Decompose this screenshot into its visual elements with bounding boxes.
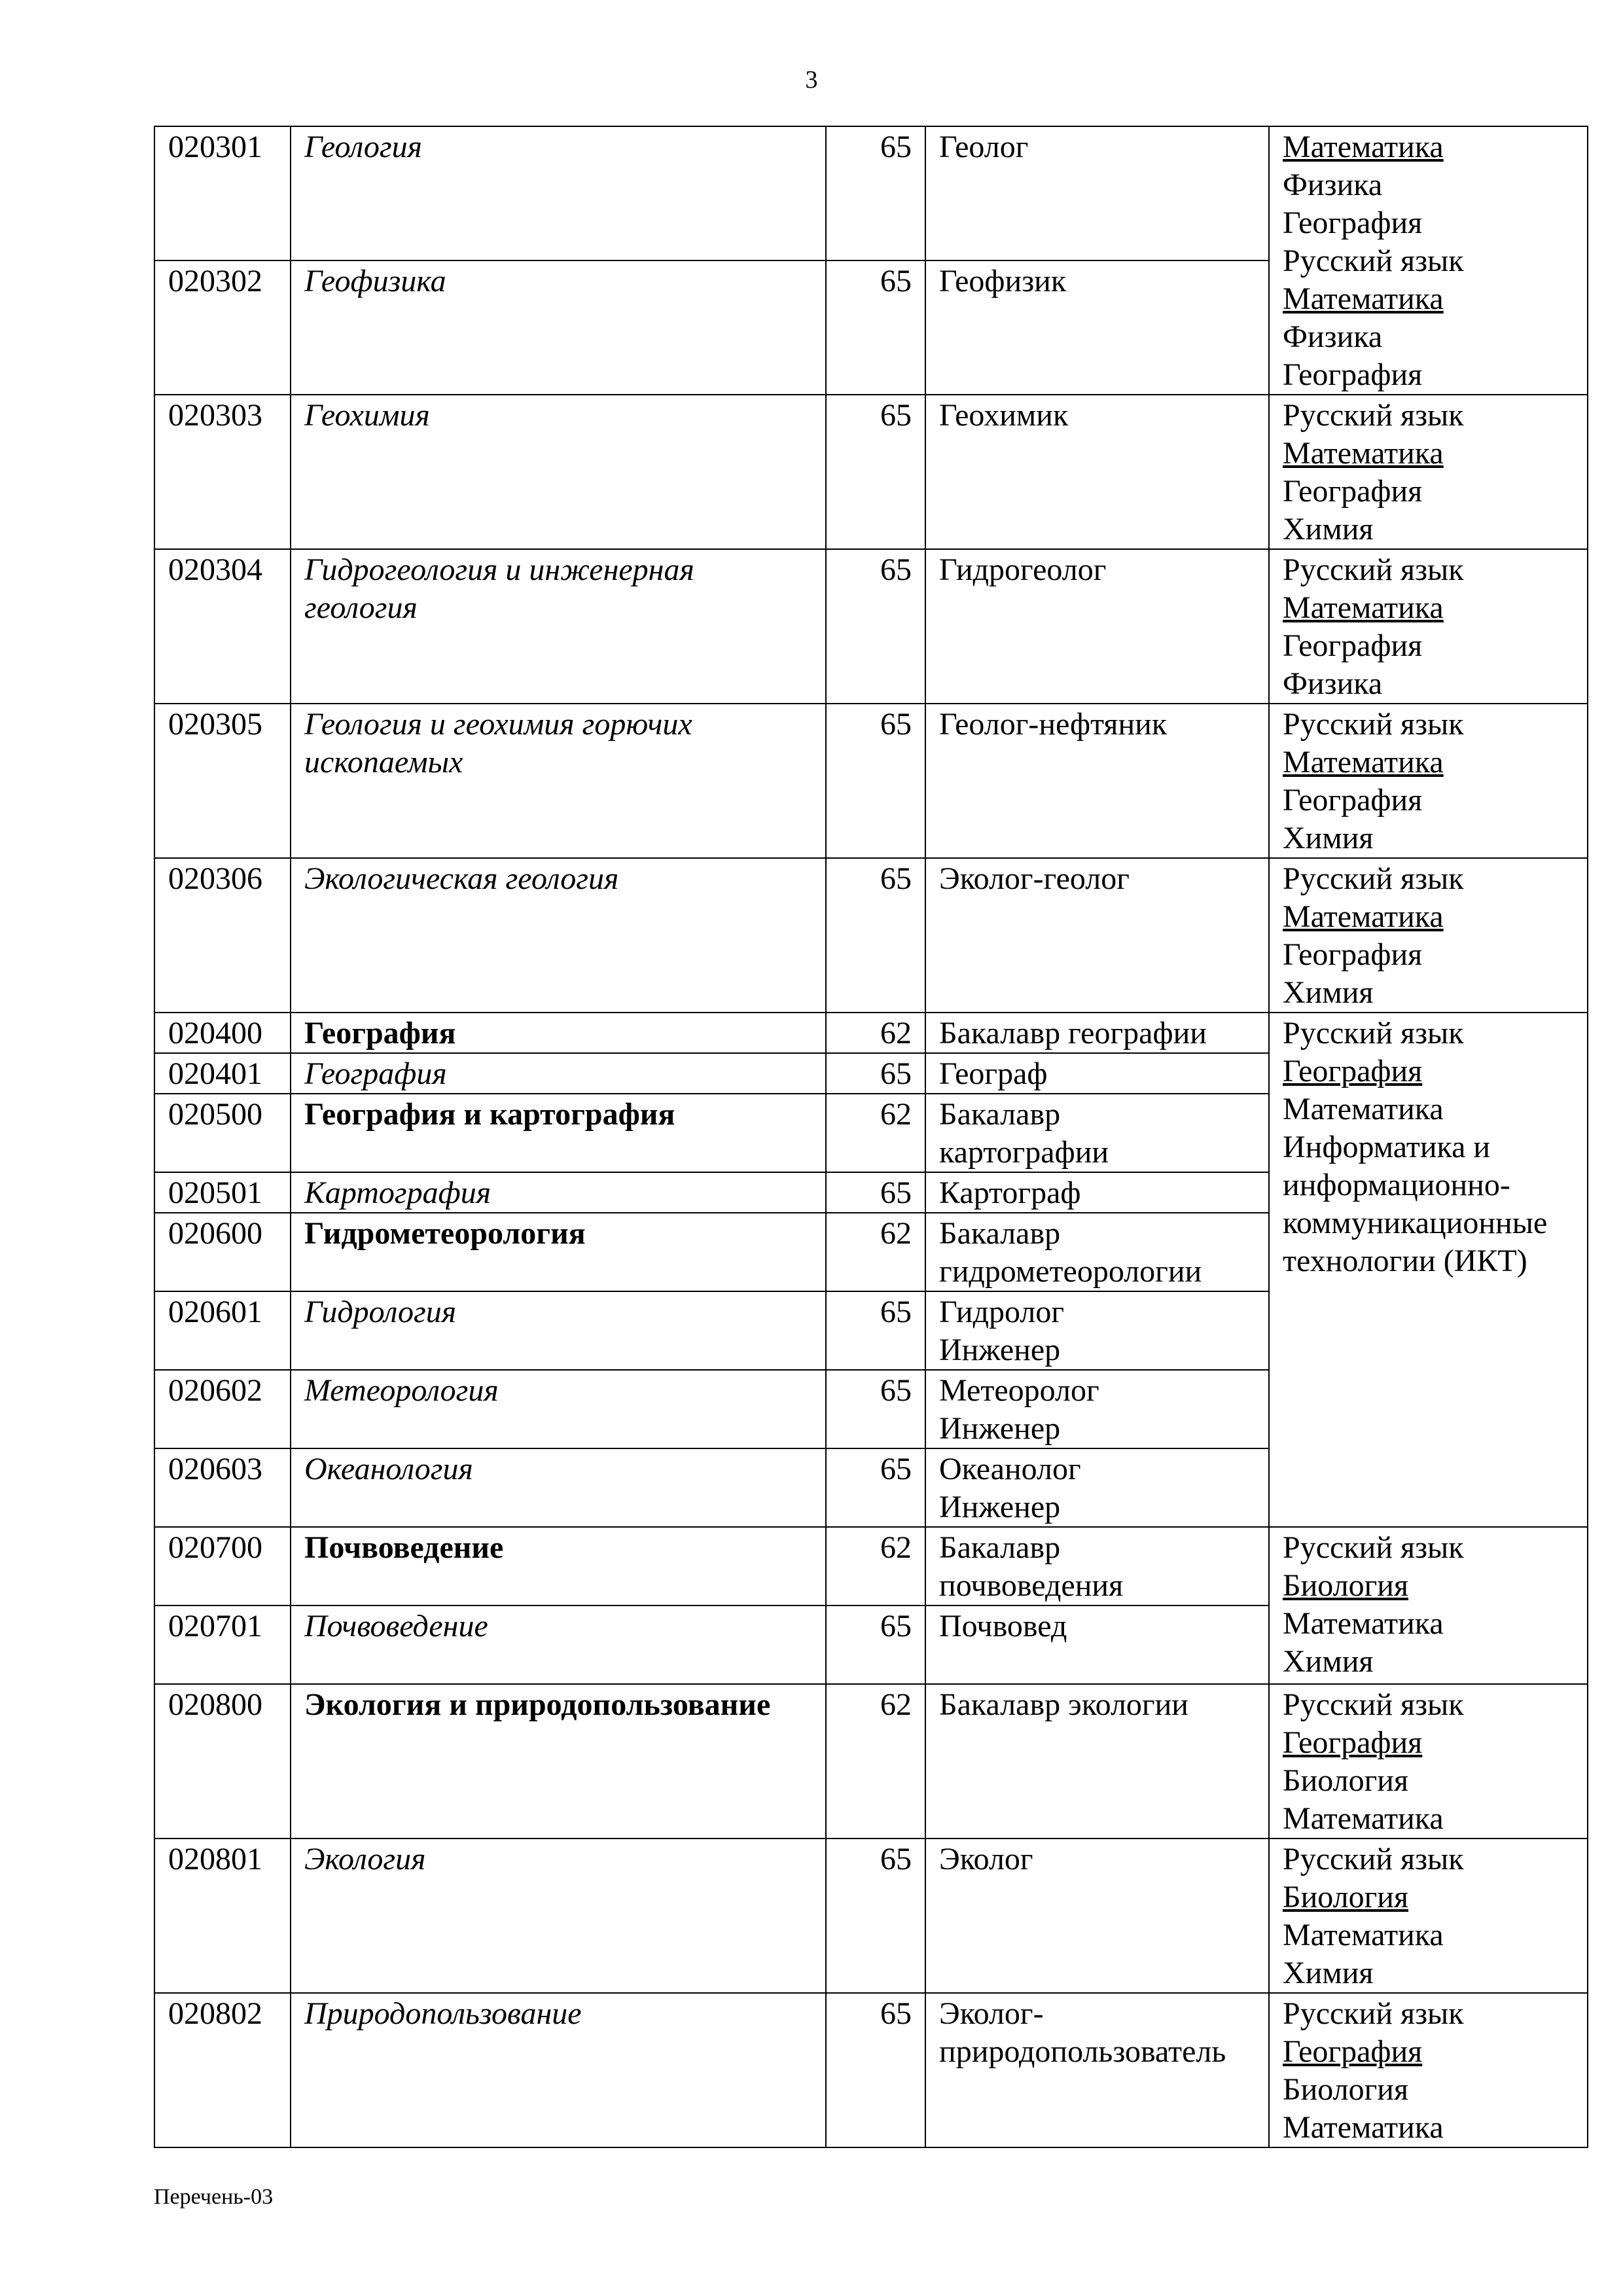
subject-line: География <box>1283 474 1423 509</box>
subject-line: География <box>1283 2034 1423 2069</box>
specialty-name: География <box>291 1013 826 1053</box>
subject-line: Биология <box>1283 1763 1409 1798</box>
subject-line: Биология <box>1283 2072 1409 2107</box>
level-cell: 62 <box>826 1094 925 1172</box>
code-cell: 020401 <box>154 1053 291 1094</box>
specialty-name: Гидрометеорология <box>291 1213 826 1291</box>
code-cell: 020302 <box>154 260 291 395</box>
subject-line: Биология <box>1283 1568 1409 1603</box>
qualification-line: Эколог <box>939 1842 1033 1876</box>
qualification-line: Эколог-геолог <box>939 861 1130 896</box>
subject-line: Математика <box>1283 1092 1444 1126</box>
subject-line: Математика <box>1283 1918 1444 1952</box>
subject-line: География <box>1283 937 1423 972</box>
qualification-cell <box>925 1213 1269 1291</box>
subject-line: Математика <box>1283 590 1444 625</box>
level-cell: 62 <box>826 1527 925 1605</box>
code-cell: 020801 <box>154 1839 291 1993</box>
qualification-line: природопользователь <box>939 2034 1226 2069</box>
qualification-line: Инженер <box>939 1333 1061 1367</box>
qualification-cell <box>925 260 1269 395</box>
table-row <box>154 1684 1588 1839</box>
level-cell: 65 <box>826 1839 925 1993</box>
code-cell: 020802 <box>154 1993 291 2147</box>
qualification-line: Бакалавр <box>939 1216 1061 1251</box>
table-row <box>154 126 1588 260</box>
table-row <box>154 549 1588 704</box>
subject-line: Математика <box>1283 1606 1444 1641</box>
qualification-line: Бакалавр экологии <box>939 1687 1188 1722</box>
specialty-name: География и картография <box>291 1094 826 1172</box>
qualification-cell <box>925 1172 1269 1213</box>
qualification-line: Инженер <box>939 1411 1061 1446</box>
specialty-name: Океанология <box>291 1448 826 1527</box>
qualification-line: Географ <box>939 1056 1048 1091</box>
subjects-cell <box>1269 1993 1588 2147</box>
qualification-cell <box>925 1605 1269 1684</box>
qualification-line: Инженер <box>939 1490 1061 1524</box>
subject-line: Русский язык <box>1283 398 1464 433</box>
subject-line: География <box>1283 783 1423 817</box>
qualification-line: гидрометеорологии <box>939 1254 1202 1289</box>
qualification-line: Почвовед <box>939 1609 1067 1643</box>
table-row <box>154 1839 1588 1993</box>
subject-line: Математика <box>1283 130 1444 164</box>
table-row <box>154 1013 1588 1053</box>
qualification-line: Гидролог <box>939 1295 1065 1329</box>
level-cell: 65 <box>826 395 925 549</box>
qualification-cell <box>925 1053 1269 1094</box>
qualification-cell <box>925 395 1269 549</box>
level-cell: 65 <box>826 260 925 395</box>
table-row <box>154 1527 1588 1605</box>
specialty-name: Геология <box>291 126 826 260</box>
code-cell: 020600 <box>154 1213 291 1291</box>
subjects-cell <box>1269 1684 1588 1839</box>
subject-line: География <box>1283 357 1423 392</box>
subject-line: Математика <box>1283 436 1444 471</box>
table-row <box>154 395 1588 549</box>
code-cell: 020305 <box>154 704 291 858</box>
subject-line: Химия <box>1283 512 1374 547</box>
subject-line: География <box>1283 628 1423 663</box>
level-cell: 62 <box>826 1684 925 1839</box>
subject-line: Русский язык <box>1283 861 1464 896</box>
qualification-cell <box>925 1993 1269 2147</box>
subject-line: информационно- <box>1283 1168 1510 1202</box>
qualification-cell <box>925 858 1269 1013</box>
level-cell: 65 <box>826 858 925 1013</box>
subjects-cell <box>1269 704 1588 858</box>
level-cell: 62 <box>826 1013 925 1053</box>
level-cell: 62 <box>826 1213 925 1291</box>
subject-line: коммуникационные <box>1283 1206 1548 1240</box>
subject-line: Физика <box>1283 168 1383 202</box>
specialty-name: Геофизика <box>291 260 826 395</box>
qualification-cell <box>925 704 1269 858</box>
table-row <box>154 858 1588 1013</box>
specialty-name: Природопользование <box>291 1993 826 2147</box>
qualification-line: Геолог <box>939 130 1029 164</box>
qualification-cell <box>925 1448 1269 1527</box>
specialty-name: Гидрология <box>291 1291 826 1370</box>
subjects-cell <box>1269 1013 1588 1527</box>
qualification-line: Бакалавр <box>939 1530 1061 1565</box>
subject-line: Русский язык <box>1283 1996 1464 2031</box>
qualification-cell <box>925 1370 1269 1448</box>
subject-line: Математика <box>1283 1801 1444 1836</box>
subject-line: Физика <box>1283 666 1383 701</box>
subject-line: Биология <box>1283 1880 1409 1914</box>
subject-line: Математика <box>1283 281 1444 316</box>
code-cell: 020800 <box>154 1684 291 1839</box>
subject-line: Русский язык <box>1283 1016 1464 1050</box>
subject-line: технологии (ИКТ) <box>1283 1244 1527 1278</box>
subjects-cell <box>1269 1527 1588 1684</box>
specialty-name: Экологическая геология <box>291 858 826 1013</box>
qualification-line: Бакалавр <box>939 1097 1061 1132</box>
level-cell: 65 <box>826 1172 925 1213</box>
qualification-line: Бакалавр географии <box>939 1016 1207 1050</box>
subject-line: Физика <box>1283 319 1383 354</box>
specialty-name-line: Гидрогеология и инженерная <box>304 552 694 587</box>
code-cell: 020501 <box>154 1172 291 1213</box>
qualification-line: Геолог-нефтяник <box>939 707 1168 742</box>
qualification-line: Гидрогеолог <box>939 552 1107 587</box>
code-cell: 020301 <box>154 126 291 260</box>
qualification-line: Метеоролог <box>939 1373 1099 1408</box>
specialty-name: Экология и природопользование <box>291 1684 826 1839</box>
subject-line: Химия <box>1283 1644 1374 1679</box>
qualification-cell <box>925 1291 1269 1370</box>
code-cell: 020400 <box>154 1013 291 1053</box>
subject-line: Математика <box>1283 899 1444 934</box>
specialty-name-line: ископаемых <box>304 745 463 780</box>
qualification-line: картографии <box>939 1135 1109 1170</box>
qualification-cell <box>925 1527 1269 1605</box>
code-cell: 020304 <box>154 549 291 704</box>
level-cell: 65 <box>826 1291 925 1370</box>
level-cell: 65 <box>826 1370 925 1448</box>
code-cell: 020701 <box>154 1605 291 1684</box>
level-cell: 65 <box>826 1448 925 1527</box>
code-cell: 020500 <box>154 1094 291 1172</box>
subjects-cell <box>1269 1839 1588 1993</box>
specialty-name: Метеорология <box>291 1370 826 1448</box>
code-cell: 020603 <box>154 1448 291 1527</box>
footer-label: Перечень-03 <box>154 2185 274 2209</box>
subjects-cell <box>1269 549 1588 704</box>
table-row <box>154 1993 1588 2147</box>
level-cell: 65 <box>826 704 925 858</box>
qualification-line: Океанолог <box>939 1452 1081 1486</box>
subject-line: Русский язык <box>1283 1687 1464 1722</box>
qualification-line: Геофизик <box>939 264 1067 298</box>
subject-line: Русский язык <box>1283 243 1464 278</box>
subject-line: Русский язык <box>1283 552 1464 587</box>
specialty-name: Геохимия <box>291 395 826 549</box>
level-cell: 65 <box>826 1605 925 1684</box>
qualification-cell <box>925 126 1269 260</box>
qualification-line: Эколог- <box>939 1996 1044 2031</box>
specialty-name <box>291 549 826 704</box>
qualification-cell <box>925 1094 1269 1172</box>
qualification-cell <box>925 1839 1269 1993</box>
subjects-cell <box>1269 858 1588 1013</box>
code-cell: 020700 <box>154 1527 291 1605</box>
code-cell: 020303 <box>154 395 291 549</box>
level-cell: 65 <box>826 1993 925 2147</box>
table-row <box>154 704 1588 858</box>
specialty-name: Почвоведение <box>291 1527 826 1605</box>
subjects-cell <box>1269 126 1588 395</box>
level-cell: 65 <box>826 549 925 704</box>
page-number: 3 <box>805 66 818 94</box>
subject-line: Химия <box>1283 975 1374 1010</box>
specialty-name: Экология <box>291 1839 826 1993</box>
qualification-line: Картограф <box>939 1175 1081 1210</box>
code-cell: 020306 <box>154 858 291 1013</box>
qualification-cell <box>925 1013 1269 1053</box>
subject-line: География <box>1283 1054 1423 1088</box>
level-cell: 65 <box>826 126 925 260</box>
specialty-name-line: Геология и геохимия горючих <box>304 707 692 742</box>
qualification-line: Геохимик <box>939 398 1069 433</box>
specialties-table <box>154 126 1588 2148</box>
specialty-name: Картография <box>291 1172 826 1213</box>
specialty-name: Почвоведение <box>291 1605 826 1684</box>
code-cell: 020602 <box>154 1370 291 1448</box>
code-cell: 020601 <box>154 1291 291 1370</box>
subject-line: География <box>1283 206 1423 240</box>
subjects-cell <box>1269 395 1588 549</box>
qualification-cell <box>925 1684 1269 1839</box>
specialty-name-line: геология <box>304 590 418 625</box>
subject-line: Химия <box>1283 1956 1374 1990</box>
level-cell: 65 <box>826 1053 925 1094</box>
subject-line: Информатика и <box>1283 1130 1491 1164</box>
subject-line: Русский язык <box>1283 707 1464 742</box>
subject-line: Русский язык <box>1283 1530 1464 1565</box>
qualification-cell <box>925 549 1269 704</box>
specialty-name <box>291 704 826 858</box>
subject-line: Математика <box>1283 745 1444 780</box>
subject-line: Химия <box>1283 821 1374 855</box>
specialty-name: География <box>291 1053 826 1094</box>
qualification-line: почвоведения <box>939 1568 1124 1603</box>
subject-line: География <box>1283 1725 1423 1760</box>
subject-line: Русский язык <box>1283 1842 1464 1876</box>
subject-line: Математика <box>1283 2110 1444 2145</box>
